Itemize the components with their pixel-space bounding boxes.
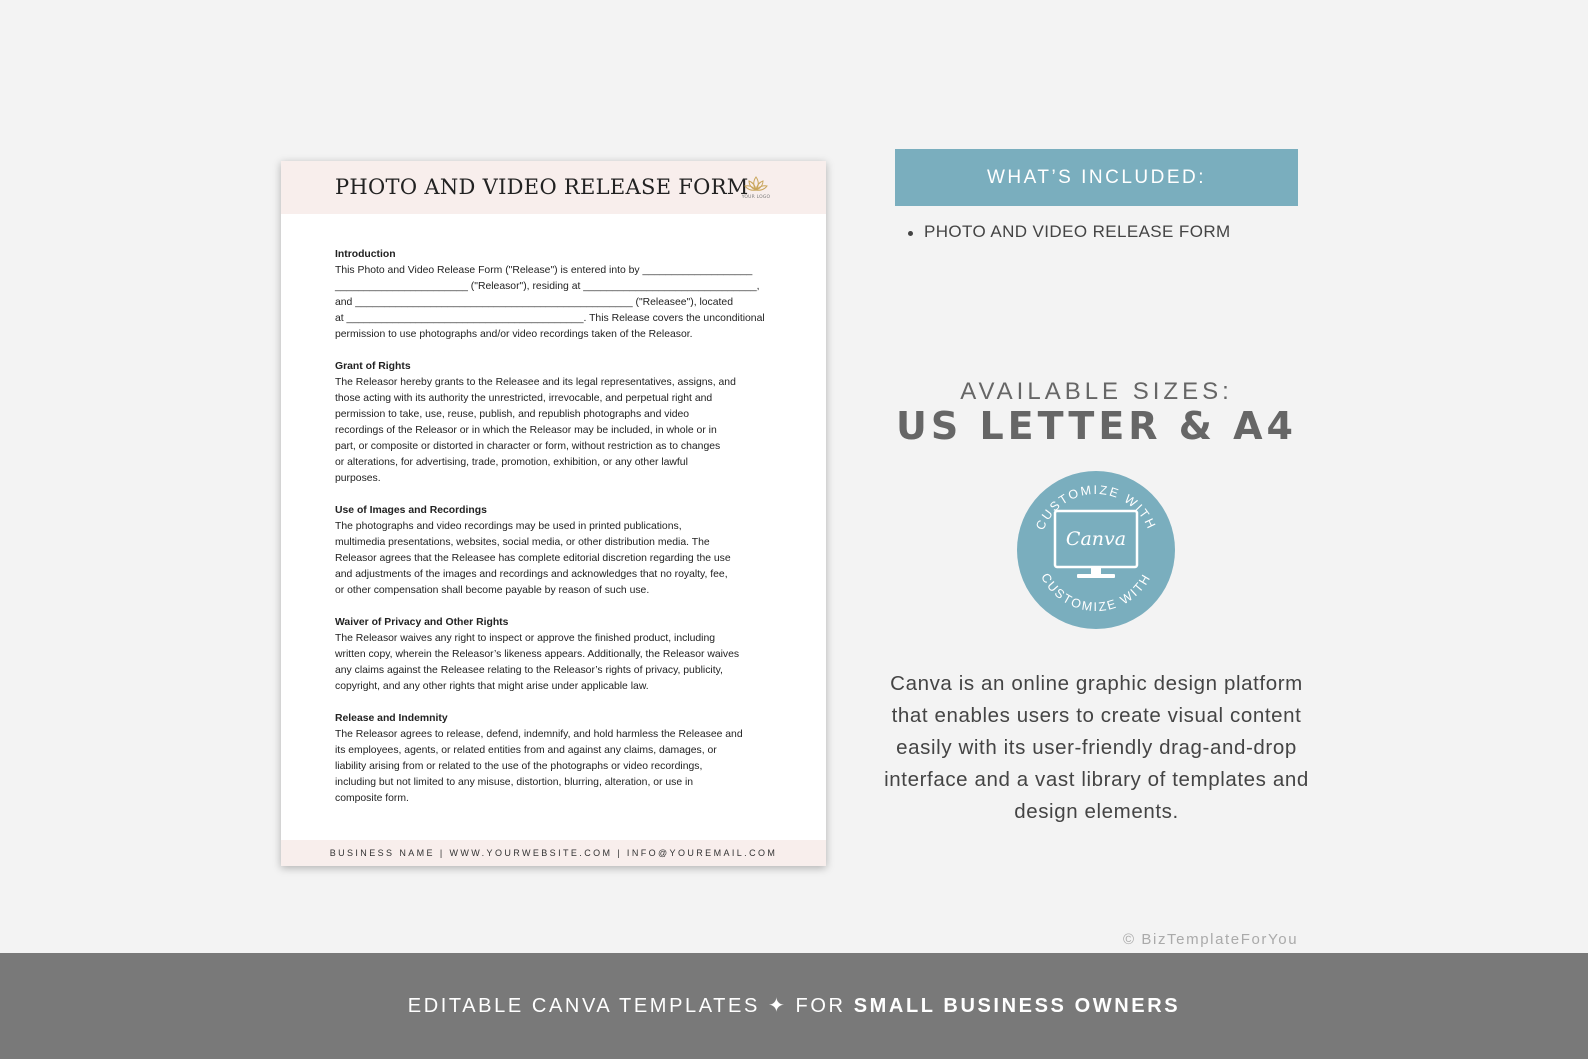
section-heading: Grant of Rights: [335, 361, 411, 372]
document-footer: BUSINESS NAME | WWW.YOURWEBSITE.COM | INFO@YOUREMAIL.COM: [281, 840, 826, 866]
section-text: The Releasor waives any right to inspect or approve the finished product, including written copy, wherein the Releasor’s likeness appears. Additionally, the Releasor waives any claims against the Releasee relating to the Releasor’s rights of privacy, publicity, copyright, and any other rights that might arise under applicable law.: [335, 633, 740, 692]
document-title: PHOTO AND VIDEO RELEASE FORM: [335, 175, 749, 199]
included-item: PHOTO AND VIDEO RELEASE FORM: [908, 222, 1231, 242]
sizes-label: AVAILABLE SIZES:: [960, 378, 1233, 405]
bottom-banner-prefix: EDITABLE CANVA TEMPLATES ✦ FOR: [407, 995, 854, 1017]
section-use-of-images: [335, 503, 775, 599]
section-heading: Waiver of Privacy and Other Rights: [335, 617, 509, 628]
section-heading: Introduction: [335, 249, 396, 260]
section-grant-of-rights: [335, 359, 775, 487]
lotus-logo-icon: [741, 175, 771, 205]
document-body: [335, 247, 775, 823]
bottom-banner-emphasis: SMALL BUSINESS OWNERS: [853, 995, 1181, 1017]
section-release-and-indemnity: [335, 711, 775, 807]
document-preview: [281, 161, 826, 866]
customize-with-canva-badge: [1017, 471, 1175, 629]
sizes-value: US LETTER & A4: [895, 404, 1297, 448]
included-list: [908, 222, 1231, 242]
badge-top-text: CUSTOMIZE WITH: [1033, 482, 1159, 533]
badge-canva-text: Canva: [1065, 528, 1127, 550]
section-heading: Release and Indemnity: [335, 713, 448, 724]
bottom-banner: [0, 953, 1588, 1059]
section-text: The photographs and video recordings may be used in printed publications, multimedia presentations, websites, social media, or other distribution media. The Releasor agrees that the Releasee has complete editorial discretion regarding the use and adjustments of the images and recordings and acknowledges that no royalty, fee, or other compensation shall become payable by reason of such use.: [335, 521, 731, 596]
copyright-text: © BizTemplateForYou: [1123, 931, 1299, 948]
badge-bottom-text: CUSTOMIZE WITH: [1038, 570, 1154, 615]
logo-text: YOUR LOGO: [741, 195, 771, 200]
section-text: This Photo and Video Release Form ("Release") is entered into by ___________________ _______________________ ("Releasor"), residing at ______________________________, and ________________________________________________ ("Releasee"), located at _________________________________________. This Release covers the unconditional permission to use photographs and/or video recordings taken of the Releasor.: [335, 265, 765, 340]
section-text: The Releasor agrees to release, defend, indemnify, and hold harmless the Releasee and its employees, agents, or related entities from and against any claims, damages, or liability arising from or related to the use of the photographs or video recordings, including but not limited to any misuse, distortion, blurring, alteration, or use in composite form.: [335, 729, 743, 804]
section-waiver-of-privacy: [335, 615, 775, 695]
document-header: [281, 161, 826, 214]
section-introduction: [335, 247, 775, 343]
canva-description: Canva is an online graphic design platform that enables users to create visual content easily with its user-friendly drag-and-drop interface and a vast library of templates and design elements.: [884, 672, 1309, 823]
whats-included-banner: WHAT’S INCLUDED:: [895, 149, 1298, 206]
section-heading: Use of Images and Recordings: [335, 505, 487, 516]
section-text: The Releasor hereby grants to the Releasee and its legal representatives, assigns, and those acting with its authority the unrestricted, irrevocable, and perpetual right and permission to take, use, reuse, publish, and republish photographs and video recordings of the Releasor or in which the Releasor may be included, in whole or in part, or composite or distorted in character or form, without restriction as to changes or alterations, for advertising, trade, promotion, exhibition, or any other lawful purposes.: [335, 377, 736, 484]
